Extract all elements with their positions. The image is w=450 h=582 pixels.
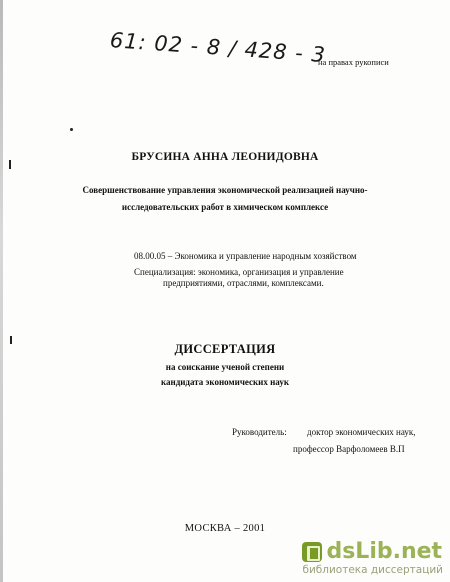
city-year: МОСКВА – 2001 bbox=[184, 523, 266, 534]
scan-edge bbox=[0, 0, 3, 582]
watermark-brand: dsLib.net bbox=[326, 539, 443, 564]
degree-line-2: кандидата экономических наук bbox=[160, 377, 290, 387]
book-icon bbox=[302, 542, 322, 562]
supervisor-label: Руководитель: bbox=[232, 427, 287, 437]
watermark-brand-row bbox=[302, 541, 443, 563]
rights-note: на правах рукописи bbox=[318, 57, 389, 67]
title-line-1: Совершенствование управления экономической реализацией научно- bbox=[82, 185, 368, 195]
author-name: БРУСИНА АННА ЛЕОНИДОВНА bbox=[131, 151, 319, 163]
supervisor-name: профессор Варфоломеев В.П bbox=[293, 444, 405, 454]
document-type: ДИССЕРТАЦИЯ bbox=[174, 342, 276, 356]
specialty-code: 08.00.05 – Экономика и управление народным хозяйством bbox=[134, 251, 357, 261]
scan-speck bbox=[70, 128, 73, 131]
watermark-subtitle: библиотека диссертаций bbox=[302, 564, 443, 576]
specialization-line-1: Специализация: экономика, организация и управление bbox=[134, 267, 344, 277]
title-line-2: исследовательских работ в химическом комплексе bbox=[121, 202, 329, 212]
archive-number: 61: 02 - 8 / 428 - 3 bbox=[109, 28, 327, 68]
watermark bbox=[302, 541, 443, 576]
degree-line-1: на соискание ученой степени bbox=[165, 362, 285, 372]
supervisor-degree: доктор экономических наук, bbox=[307, 427, 416, 437]
specialization-line-2: предприятиями, отраслями, комплексами. bbox=[163, 278, 324, 288]
